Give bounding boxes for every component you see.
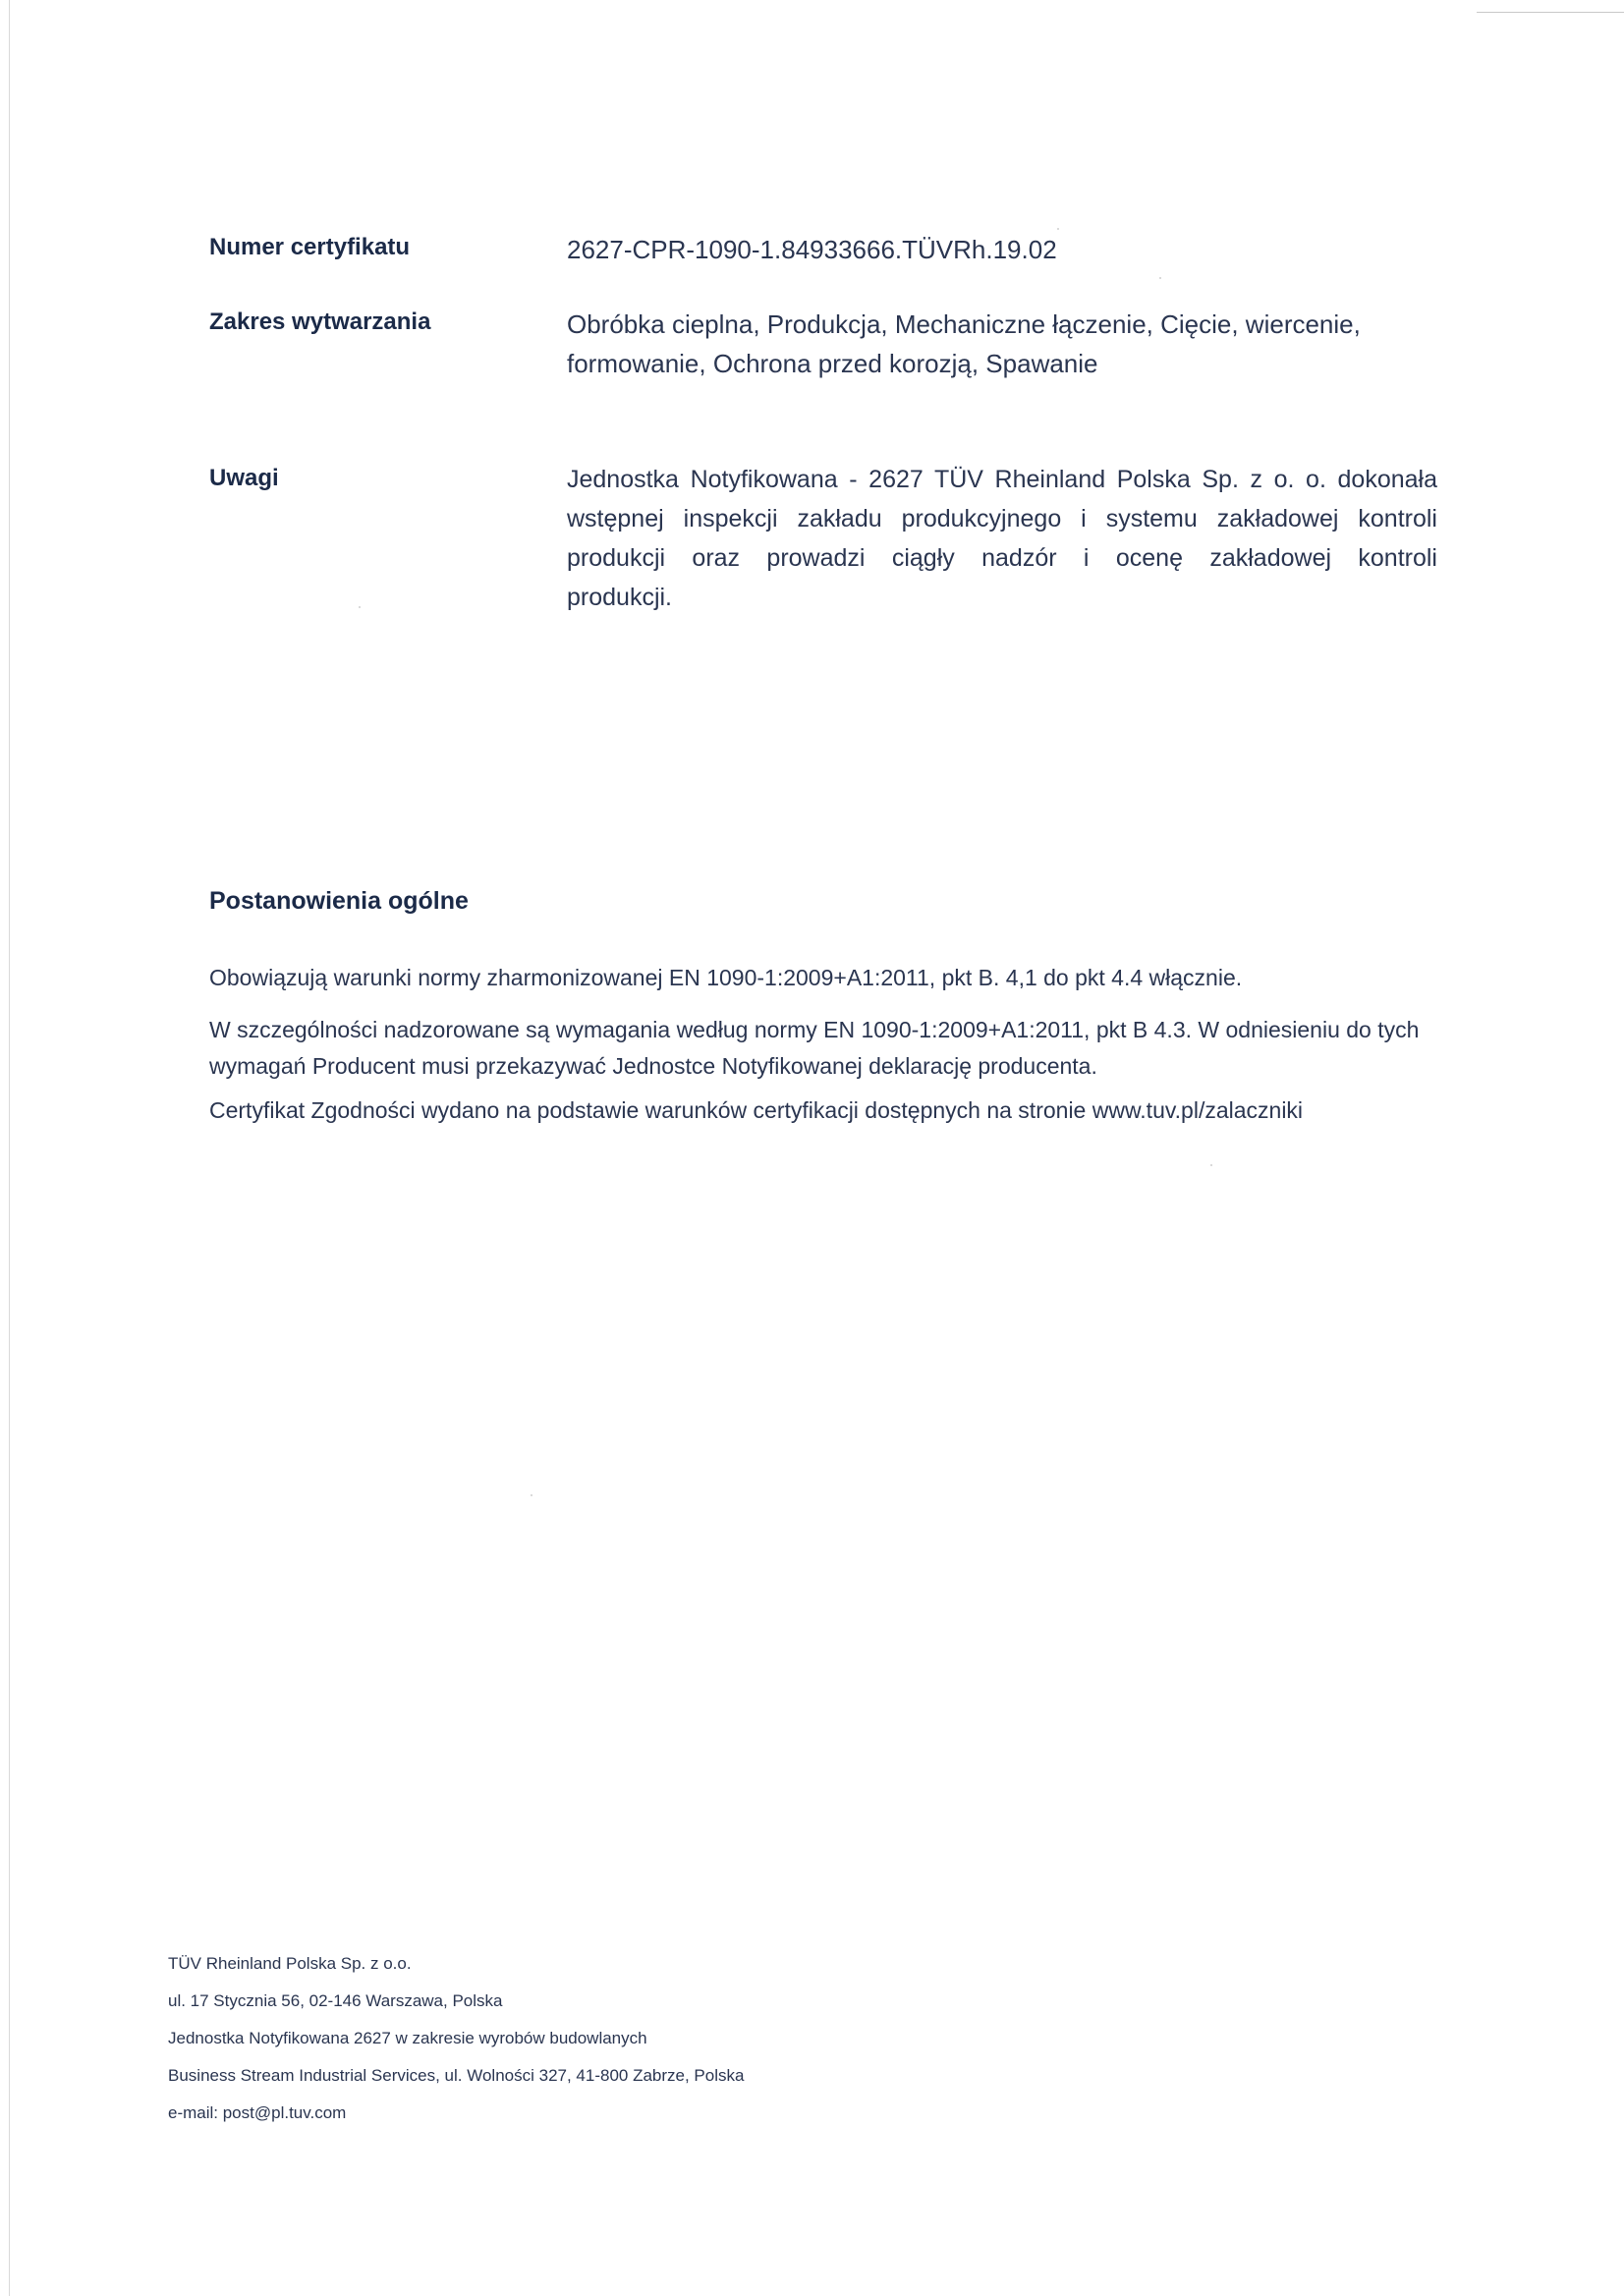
general-provisions-paragraph: Certyfikat Zgodności wydano na podstawie warunków certyfikacji dostępnych na stronie www.tuv.pl/zalaczniki — [209, 1097, 1304, 1123]
scan-speck — [1159, 277, 1161, 279]
footer-line: Jednostka Notyfikowana 2627 w zakresie wyrobów budowlanych — [168, 2029, 647, 2047]
footer-address — [168, 1945, 744, 2132]
certificate-number-label: Numer certyfikatu — [209, 234, 411, 260]
manufacturing-scope-line: Obróbka cieplna, Produkcja, Mechaniczne łączenie, Cięcie, wiercenie, — [567, 309, 1361, 339]
remarks-line: Jednostka Notyfikowana - 2627 TÜV Rheinland Polska Sp. z o. o. dokonała — [567, 466, 1437, 493]
manufacturing-scope-line: formowanie, Ochrona przed korozją, Spawanie — [567, 349, 1098, 378]
remarks-line: produkcji oraz prowadzi ciągły nadzór i ocenę zakładowej kontroli — [567, 544, 1437, 572]
remarks-label: Uwagi — [209, 465, 279, 491]
footer-line: TÜV Rheinland Polska Sp. z o.o. — [168, 1954, 412, 1973]
general-provisions-paragraph: Obowiązują warunki normy zharmonizowanej EN 1090-1:2009+A1:2011, pkt B. 4,1 do pkt 4.4 włącznie. — [209, 965, 1243, 990]
scan-speck — [1057, 228, 1059, 230]
remarks-value — [567, 460, 1437, 617]
page-edge-left — [9, 0, 10, 2296]
scan-speck — [359, 606, 361, 608]
footer-line: Business Stream Industrial Services, ul. Wolności 327, 41-800 Zabrze, Polska — [168, 2066, 745, 2085]
footer-line: ul. 17 Stycznia 56, 02-146 Warszawa, Polska — [168, 1991, 503, 2010]
scan-speck — [531, 1494, 532, 1496]
general-provisions-title: Postanowienia ogólne — [209, 887, 469, 915]
general-provisions-paragraph: W szczególności nadzorowane są wymagania według normy EN 1090-1:2009+A1:2011, pkt B 4.3. W odniesieniu do tych wymagań Producent musi przekazywać Jednostce Notyfikowanej deklarację producenta. — [209, 1017, 1420, 1079]
page-edge-top — [1477, 12, 1624, 13]
manufacturing-scope-label: Zakres wytwarzania — [209, 308, 431, 335]
scan-speck — [1210, 1164, 1212, 1166]
remarks-line: wstępnej inspekcji zakładu produkcyjnego i systemu zakładowej kontroli — [567, 505, 1437, 532]
footer-line: e-mail: post@pl.tuv.com — [168, 2103, 347, 2122]
remarks-line: produkcji. — [567, 584, 672, 611]
certificate-number-value: 2627-CPR-1090-1.84933666.TÜVRh.19.02 — [567, 235, 1057, 264]
manufacturing-scope-value — [567, 305, 1437, 383]
